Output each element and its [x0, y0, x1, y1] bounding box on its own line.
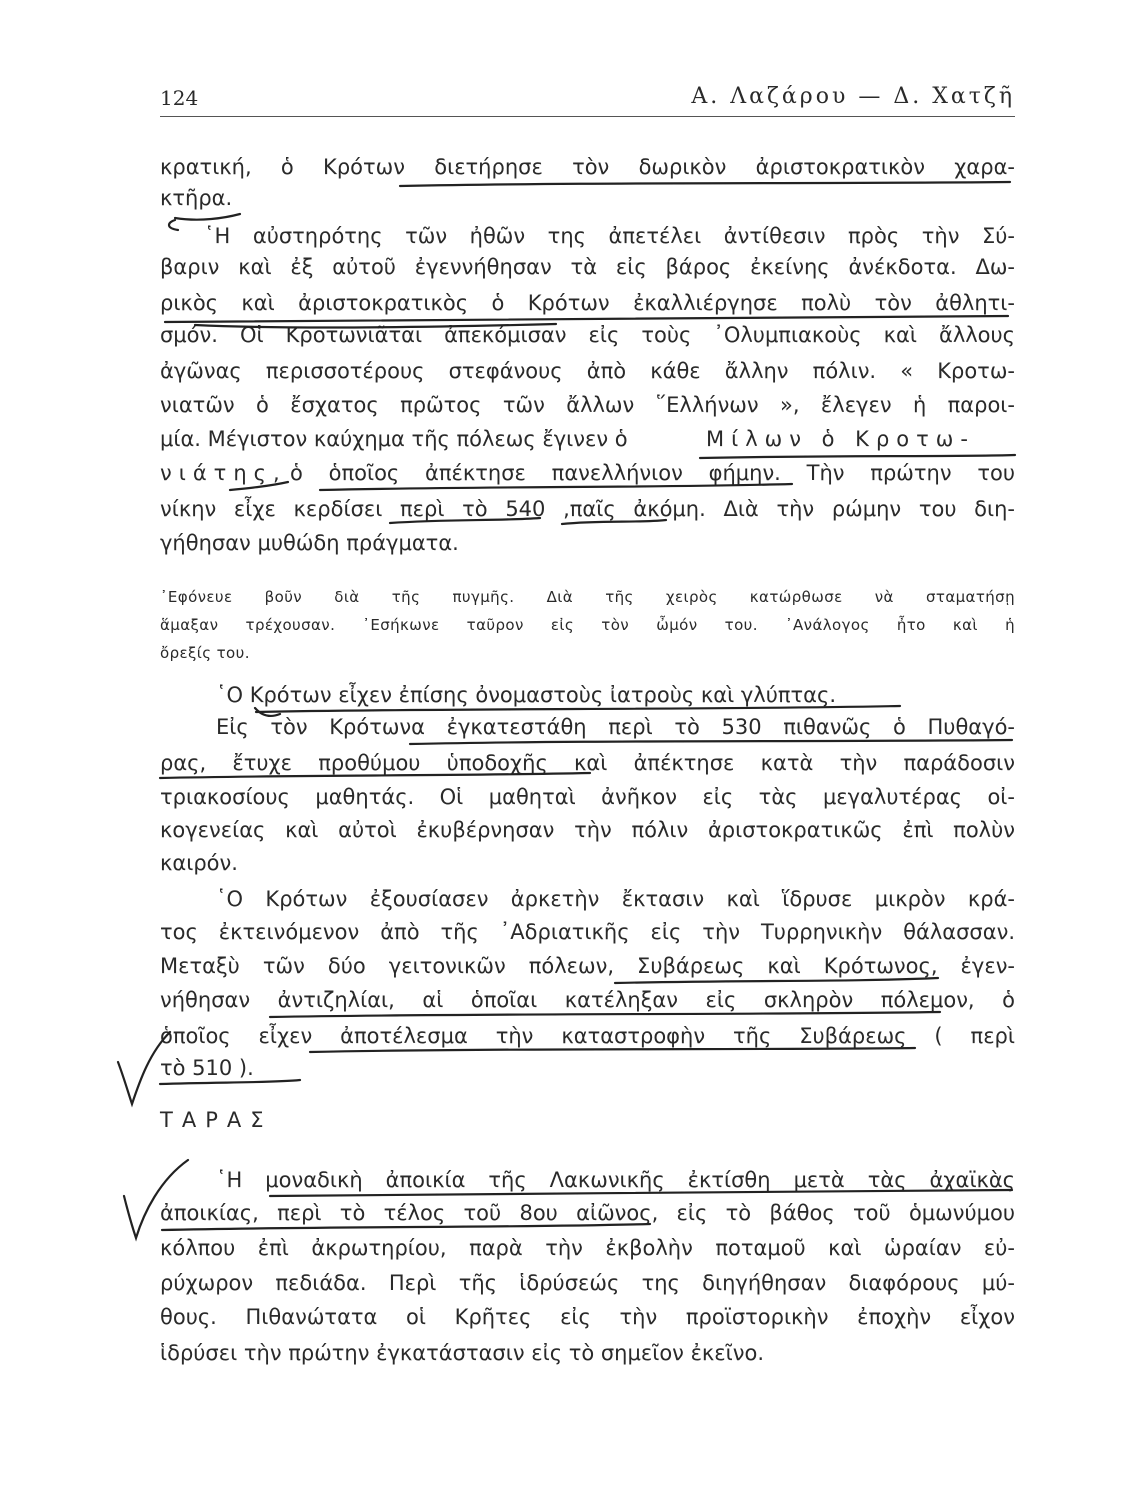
text-line: νήθησαν ἀντιζηλίαι, αἱ ὁποῖαι κατέληξαν εἰς σκληρὸν πόλεμον, ὁ	[160, 988, 1015, 1012]
underline-mark	[160, 773, 590, 778]
text-line: γήθησαν μυθώδη πράγματα.	[160, 531, 459, 555]
underline-mark	[256, 706, 900, 712]
text-line: ἀποικίας, περὶ τὸ τέλος τοῦ 8ου αἰῶνος, εἰς τὸ βάθος τοῦ ὁμωνύμου	[160, 1201, 1015, 1225]
underline-mark	[195, 324, 556, 327]
underline-mark	[160, 1080, 300, 1084]
text-line: νίκην εἶχε κερδίσει περὶ τὸ 540 ,παῖς ἀκόμη. Διὰ τὴν ρώμην του διη-	[160, 497, 1015, 521]
underline-mark	[390, 518, 540, 523]
underline-mark	[310, 1048, 915, 1052]
underline-mark	[165, 316, 1008, 322]
underline-mark	[169, 220, 178, 230]
text-line: τὸ 510 ).	[160, 1056, 254, 1080]
underline-mark	[410, 740, 1012, 744]
text-line: τριακοσίους μαθητάς. Οἱ μαθηταὶ ἀνῆκον εἰς τὰς μεγαλυτέρας οἰ-	[160, 785, 1015, 809]
underline-mark	[615, 978, 938, 983]
text-line: ῾Η αὐστηρότης τῶν ἠθῶν της ἀπετέλει ἀντίθεσιν πρὸς τὴν Σύ-	[204, 224, 1015, 248]
text-line: κτῆρα.	[160, 186, 233, 210]
text-line: ῾Ο Κρότων ἐξουσίασεν ἀρκετὴν ἔκτασιν καὶ ἵδρυσε μικρὸν κρά-	[216, 887, 1015, 911]
underline-mark	[700, 455, 1015, 458]
text-line: ρας, ἔτυχε προθύμου ὑποδοχῆς καὶ ἀπέκτησε κατὰ τὴν παράδοσιν	[160, 751, 1015, 775]
text-line: ῾Η μοναδικὴ ἀποικία τῆς Λακωνικῆς ἐκτίσθη μετὰ τὰς ἀχαϊκὰς	[216, 1168, 1015, 1192]
text-line: Μεταξὺ τῶν δύο γειτονικῶν πόλεων, Συβάρεως καὶ Κρότωνος, ἐγεν-	[160, 954, 1015, 978]
text-line: βαριν καὶ ἐξ αὐτοῦ ἐγεννήθησαν τὰ εἰς βάρος ἐκείνης ἀνέκδοτα. Δω-	[160, 255, 1015, 279]
text-line: ὁποῖος εἶχεν ἀποτέλεσμα τὴν καταστροφὴν τῆς Συβάρεως ( περὶ	[160, 1024, 1015, 1048]
text-line: κόλπου ἐπὶ ἀκρωτηρίου, παρὰ τὴν ἐκβολὴν ποταμοῦ καὶ ὡραίαν εὐ-	[160, 1236, 1015, 1260]
text-line: νιατῶν ὁ ἔσχατος πρῶτος τῶν ἄλλων ῞Ελλήνων », ἔλεγεν ἡ παροι-	[160, 393, 1015, 417]
text-line: σμόν. Οἱ Κροτωνιᾶται ἀπεκόμισαν εἰς τοὺς ᾿Ολυμπιακοὺς καὶ ἄλλους	[160, 323, 1015, 347]
text-line: θους. Πιθανώτατα οἱ Κρῆτες εἰς τὴν προϊστορικὴν ἐποχὴν εἶχον	[160, 1305, 1015, 1329]
footnote-line: ᾿Εφόνευε βοῦν διὰ τῆς πυγμῆς. Διὰ τῆς χειρὸς κατώρθωσε νὰ σταματήσῃ	[160, 588, 1015, 606]
footnote-line: ἅμαξαν τρέχουσαν. ᾿Εσήκωνε ταῦρον εἰς τὸν ὦμόν του. ᾿Ανάλογος ἦτο καὶ ἡ	[160, 616, 1015, 634]
text-line: ῾Ο Κρότων εἶχεν ἐπίσης ὀνομαστοὺς ἰατροὺς καὶ γλύπτας.	[216, 683, 836, 707]
underline-mark	[270, 1012, 940, 1017]
check-mark	[124, 1160, 188, 1238]
spaced-name: νιάτης,	[160, 461, 287, 485]
text-line: ρύχωρον πεδιάδα. Περὶ τῆς ἱδρύσεώς της διηγήθησαν διαφόρους μύ-	[160, 1271, 1015, 1295]
text-line: κρατική, ὁ Κρότων διετήρησε τὸν δωρικὸν ἀριστοκρατικὸν χαρα-	[160, 155, 1015, 179]
underline-mark	[562, 520, 666, 524]
text-line: ρικὸς καὶ ἀριστοκρατικὸς ὁ Κρότων ἐκαλλιέργησε πολὺ τὸν ἀθλητι-	[160, 291, 1015, 315]
text-line: ἀγῶνας περισσοτέρους στεφάνους ἀπὸ κάθε ἄλλην πόλιν. « Κροτω-	[160, 359, 1015, 383]
underline-mark	[162, 1224, 650, 1230]
text-line: καιρόν.	[160, 851, 238, 875]
underline-mark	[175, 214, 240, 220]
text-line: τος ἐκτεινόμενον ἀπὸ τῆς ᾿Αδριατικῆς εἰς τὴν Τυρρηνικὴν θάλασσαν.	[160, 920, 1015, 944]
section-heading: ΤΑΡΑΣ	[160, 1108, 273, 1132]
text-line: Εἰς τὸν Κρότωνα ἐγκατεστάθη περὶ τὸ 530 πιθανῶς ὁ Πυθαγό-	[216, 715, 1015, 739]
underline-mark	[230, 482, 288, 490]
spaced-name: Μίλων ὁ Κροτω-	[706, 427, 975, 451]
text-line: κογενείας καὶ αὐτοὶ ἐκυβέρνησαν τὴν πόλιν ἀριστοκρατικῶς ἐπὶ πολὺν	[160, 818, 1015, 842]
text-line: ὁ ὁποῖος ἀπέκτησε πανελλήνιον φήμην. Τὴν πρώτην του	[290, 461, 1015, 485]
text-line: ἱδρύσει τὴν πρώτην ἐγκατάστασιν εἰς τὸ σημεῖον ἐκεῖνο.	[160, 1341, 765, 1365]
page-number: 124	[160, 86, 199, 110]
underline-mark	[270, 1190, 1012, 1196]
footnote-line: ὄρεξίς του.	[160, 644, 250, 662]
text-line: μία. Μέγιστον καύχημα τῆς πόλεως ἔγινεν ὁ	[160, 427, 628, 451]
underline-mark	[400, 182, 1010, 186]
running-head: Α. Λαζάρου — Δ. Χατζῆ	[691, 84, 1015, 109]
underline-mark	[320, 484, 792, 490]
check-mark	[118, 1032, 170, 1104]
